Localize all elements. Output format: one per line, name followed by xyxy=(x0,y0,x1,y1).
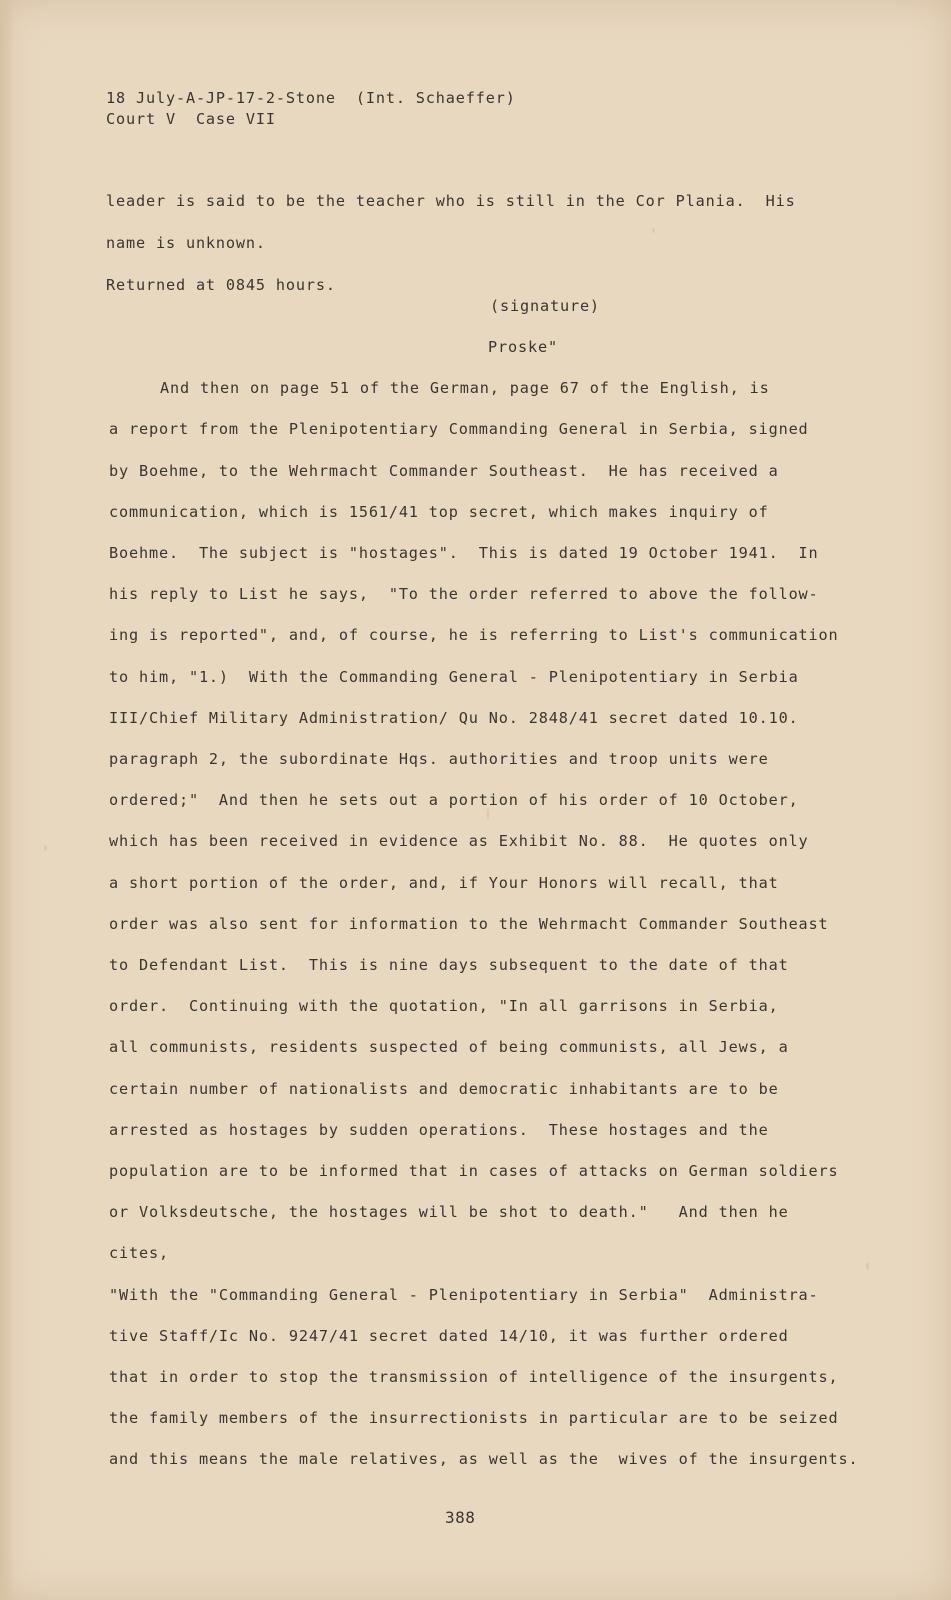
page-edge-shadow xyxy=(0,0,14,1600)
body-line-8: by Boehme, to the Wehrmacht Commander Southeast. He has received a xyxy=(109,462,779,480)
body-line-22: all communists, residents suspected of being communists, all Jews, a xyxy=(109,1038,789,1056)
body-line-28: "With the "Commanding General - Plenipotentiary in Serbia" Administra- xyxy=(109,1286,819,1304)
body-line-21: order. Continuing with the quotation, "In all garrisons in Serbia, xyxy=(109,997,779,1015)
body-line-23: certain number of nationalists and democratic inhabitants are to be xyxy=(109,1080,779,1098)
paper-spot xyxy=(44,845,47,851)
body-line-31: the family members of the insurrectionists in particular are to be seized xyxy=(109,1409,839,1427)
body-line-10: Boehme. The subject is "hostages". This is dated 19 October 1941. In xyxy=(109,544,819,562)
body-line-24: arrested as hostages by sudden operations. These hostages and the xyxy=(109,1121,769,1139)
body-line-2: name is unknown. xyxy=(106,234,266,252)
paper-spot xyxy=(866,1262,869,1270)
body-line-20: to Defendant List. This is nine days subsequent to the date of that xyxy=(109,956,789,974)
body-line-13: to him, "1.) With the Commanding General - Plenipotentiary in Serbia xyxy=(109,668,799,686)
signature-name: Proske" xyxy=(488,338,558,356)
signature-label: (signature) xyxy=(490,297,600,315)
header-line-2: Court V Case VII xyxy=(106,110,276,128)
body-line-18: a short portion of the order, and, if Your Honors will recall, that xyxy=(109,874,779,892)
body-line-19: order was also sent for information to the Wehrmacht Commander Southeast xyxy=(109,915,829,933)
body-line-27: cites, xyxy=(109,1244,169,1262)
body-line-25: population are to be informed that in cases of attacks on German soldiers xyxy=(109,1162,839,1180)
body-line-7: a report from the Plenipotentiary Commanding General in Serbia, signed xyxy=(109,420,809,438)
body-line-16: ordered;" And then he sets out a portion of his order of 10 October, xyxy=(109,791,799,809)
body-line-3: Returned at 0845 hours. xyxy=(106,276,336,294)
header-line-1: 18 July-A-JP-17-2-Stone (Int. Schaeffer) xyxy=(106,89,516,107)
body-line-26: or Volksdeutsche, the hostages will be shot to death." And then he xyxy=(109,1203,789,1221)
page-number: 388 xyxy=(445,1508,476,1527)
body-line-12: ing is reported", and, of course, he is referring to List's communication xyxy=(109,626,839,644)
body-line-14: III/Chief Military Administration/ Qu No. 2848/41 secret dated 10.10. xyxy=(109,709,799,727)
paper-spot xyxy=(652,228,655,233)
body-line-30: that in order to stop the transmission of intelligence of the insurgents, xyxy=(109,1368,839,1386)
body-line-11: his reply to List he says, "To the order referred to above the follow- xyxy=(109,585,819,603)
body-line-6: And then on page 51 of the German, page 67 of the English, is xyxy=(160,379,770,397)
body-line-15: paragraph 2, the subordinate Hqs. authorities and troop units were xyxy=(109,750,769,768)
body-line-32: and this means the male relatives, as well as the wives of the insurgents. xyxy=(109,1450,859,1468)
body-line-29: tive Staff/Ic No. 9247/41 secret dated 14/10, it was further ordered xyxy=(109,1327,789,1345)
body-line-17: which has been received in evidence as Exhibit No. 88. He quotes only xyxy=(109,832,809,850)
body-line-9: communication, which is 1561/41 top secret, which makes inquiry of xyxy=(109,503,769,521)
body-line-1: leader is said to be the teacher who is still in the Cor Plania. His xyxy=(106,192,796,210)
